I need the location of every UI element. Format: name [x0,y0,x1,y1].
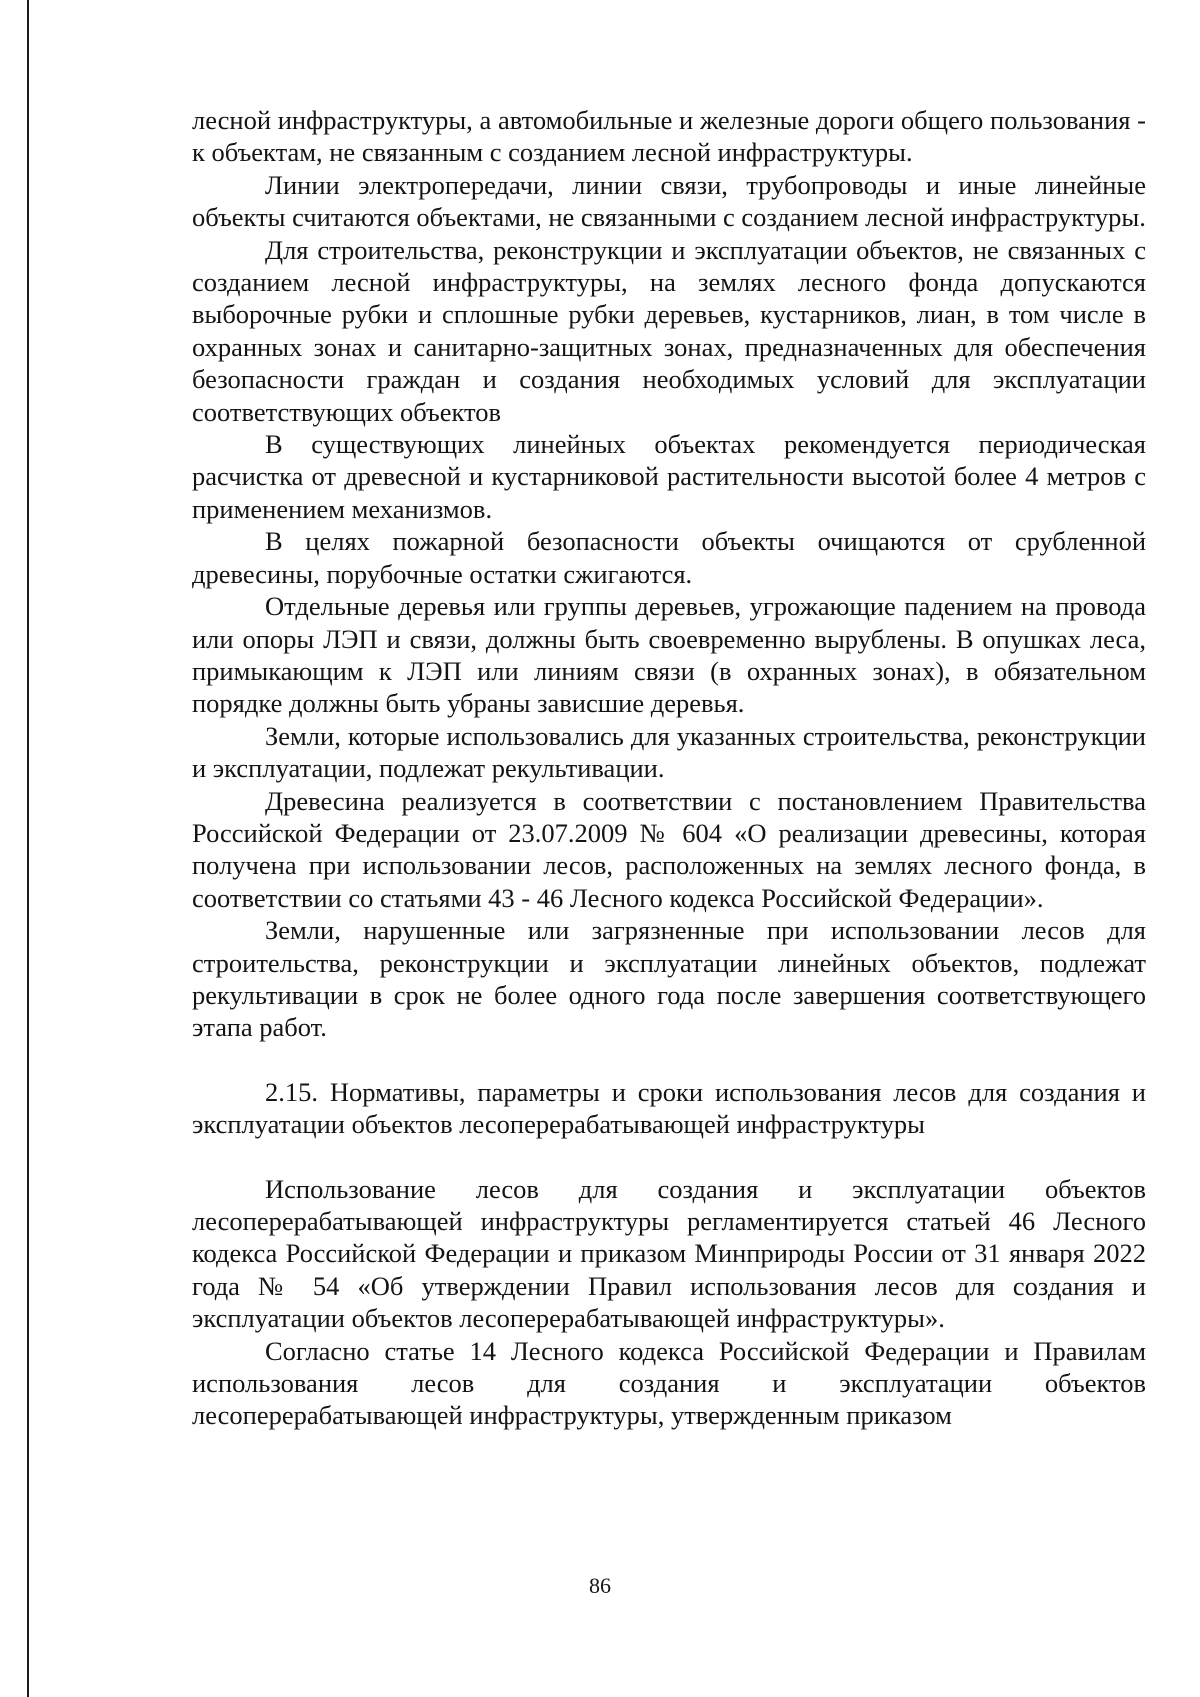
paragraph: Древесина реализуется в соответствии с постановлением Правительства Российской Федерации от 23.07.2009 № 604 «О реализации древесины, которая получена при использовании лесов, расположенных на землях лесного фонда, в соответствии со статьями 43 - 46 Лесного кодекса Российской Федерации». [192,785,1146,913]
page-number: 86 [589,1573,611,1598]
paragraph: В целях пожарной безопасности объекты очищаются от срубленной древесины, порубочные остатки сжигаются. [192,526,1146,589]
paragraph: Земли, нарушенные или загрязненные при использовании лесов для строительства, реконструкции и эксплуатации линейных объектов, подлежат рекультивации в срок не более одного года после завершения соответствующего этапа работ. [192,915,1146,1043]
paragraph: Отдельные деревья или группы деревьев, угрожающие падением на провода или опоры ЛЭП и связи, должны быть своевременно вырублены. В опушках леса, примыкающим к ЛЭП или линиям связи (в охранных зонах), в обязательном порядке должны быть убраны зависшие деревья. [192,591,1146,719]
paragraph: Земли, которые использовались для указанных строительства, реконструкции и эксплуатации, подлежат рекультивации. [192,720,1146,784]
section-paragraph: Согласно статье 14 Лесного кодекса Российской Федерации и Правилам использования лесов для создания и эксплуатации объектов лесоперерабатывающей инфраструктуры, утвержденным приказом [192,1335,1146,1431]
scan-edge-line [27,0,29,1697]
paragraph: Для строительства, реконструкции и эксплуатации объектов, не связанных с созданием лесной инфраструктуры, на землях лесного фонда допускаются выборочные рубки и сплошные рубки деревьев, кустарников, лиан, в том числе в охранных зонах и санитарно-защитных зонах, предназначенных для обеспечения безопасности граждан и создания необходимых условий для эксплуатации соответствующих объектов [192,234,1146,427]
paragraph-continued: лесной инфраструктуры, а автомобильные и железные дороги общего пользования - к объектам, не связанным с созданием лесной инфраструктуры. [192,105,1146,168]
paragraph: В существующих линейных объектах рекомендуется периодическая расчистка от древесной и кустарниковой растительности высотой более 4 метров с применением механизмов. [192,429,1146,524]
document-page [192,104,1146,1432]
section-title: 2.15. Нормативы, параметры и сроки использования лесов для создания и эксплуатации объектов лесоперерабатывающей инфраструктуры [192,1076,1146,1140]
paragraph: Линии электропередачи, линии связи, трубопроводы и иные линейные объекты считаются объектами, не связанными с созданием лесной инфраструктуры. [192,169,1146,233]
section-paragraph: Использование лесов для создания и эксплуатации объектов лесоперерабатывающей инфраструктуры регламентируется статьей 46 Лесного кодекса Российской Федерации и приказом Минприроды России от 31 января 2022 года № 54 «Об утверждении Правил использования лесов для создания и эксплуатации объектов лесоперерабатывающей инфраструктуры». [192,1173,1146,1334]
